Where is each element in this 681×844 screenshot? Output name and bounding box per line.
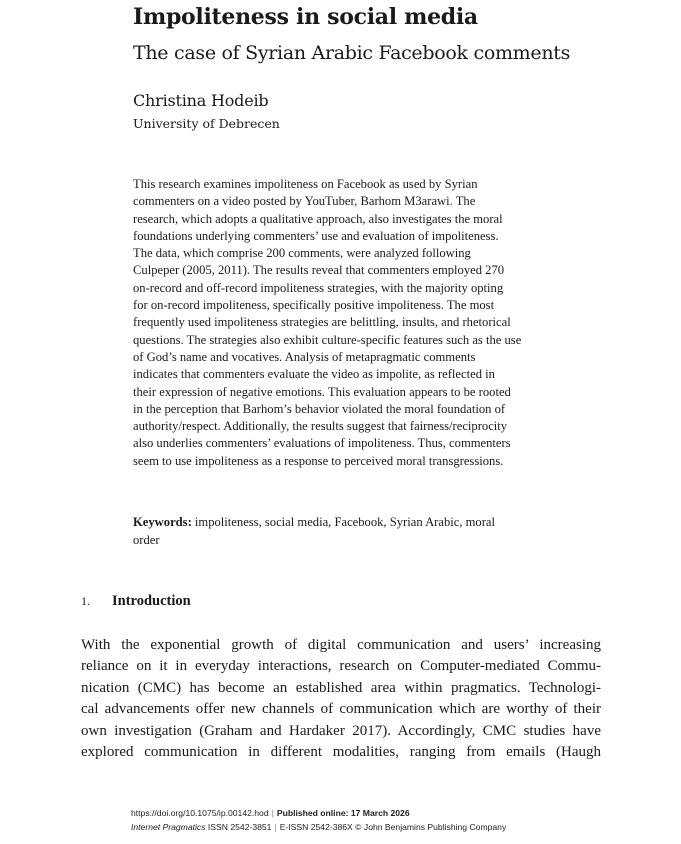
keywords-list-cont: order [133,533,160,547]
abstract-line: for on-record impoliteness, specifically positive impoliteness. The most [133,298,495,313]
body-line: With the exponential growth of digital communication and users’ increasing [81,637,601,653]
abstract-line: frequently used impoliteness strategies are belittling, insults, and rhetorical [133,315,511,330]
body-line: cal advancements offer new channels of communication which are worthy of their [81,701,601,718]
abstract-line: in the perception that Barhom’s behavior violated the moral foundation of [133,401,506,416]
intro-paragraph [81,635,601,763]
abstract [133,176,563,470]
body-line: explored communication in different modalities, ranging from emails (Haugh [81,743,601,760]
author-name: Christina Hodeib [133,91,269,110]
abstract-line: indicates that commenters evaluate the video as impolite, as reflected in [133,367,495,382]
article-title: Impoliteness in social media [133,4,478,30]
abstract-line: their expression of negative emotions. This evaluation appears to be rooted [133,384,511,399]
abstract-line: This research examines impoliteness on Facebook as used by Syrian [133,177,478,191]
abstract-line: authority/respect. Additionally, the results suggest that fairness/reciprocity [133,419,508,434]
abstract-line: foundations underlying commenters’ use and evaluation of impoliteness. [133,228,499,243]
abstract-line: also underlies commenters’ evaluations of impoliteness. Thus, commenters [133,436,511,451]
abstract-line: The data, which comprise 200 comments, were analyzed following [133,246,471,261]
eissn: E-ISSN 2542-386X [279,822,353,832]
section-number: 1. [81,594,90,608]
abstract-line: on-record and off-record impoliteness strategies, with the majority opting [133,280,504,295]
author-affiliation: University of Debrecen [133,116,280,131]
abstract-line: commenters on a video posted by YouTuber, Barhom M3arawi. The [133,194,476,209]
abstract-line: Culpeper (2005, 2011). The results reveal that commenters employed 270 [133,263,505,278]
keywords [133,513,563,549]
body-line: own investigation (Graham and Hardaker 2017). Accordingly, CMC studies have [81,722,601,739]
publisher: © John Benjamins Publishing Company [355,822,507,832]
section-heading [81,593,191,610]
abstract-line: questions. The strategies also exhibit culture-specific features such as the use [133,332,522,347]
abstract-line: research, which adopts a qualitative approach, also investigates the moral [133,211,503,226]
issn: ISSN 2542-3851 [207,822,272,832]
body-line: nication (CMC) has become an established area within pragmatics. Technologi- [81,679,601,696]
keywords-list: impoliteness, social media, Facebook, Syrian Arabic, moral [194,515,496,529]
abstract-line: seem to use impoliteness as a response to perceived moral transgressions. [133,453,504,468]
article-subtitle: The case of Syrian Arabic Facebook comments [133,42,571,64]
journal-name: Internet Pragmatics [131,822,206,832]
body-line: reliance on it in everyday interactions, research on Computer-mediated Commu- [81,658,601,675]
doi-link[interactable]: https://doi.org/10.1075/ip.00142.hod [131,808,269,818]
abstract-line: of God’s name and vocatives. Analysis of metapragmatic comments [133,349,476,364]
published-date: Published online: 17 March 2026 [276,808,410,818]
page-footer: https://doi.org/10.1075/ip.00142.hod | Published online: 17 March 2026 Internet Pragmatics ISSN 2542-3851 | E-ISSN 2542-386X © John Benjamins Publishing Company [131,808,507,832]
section-title: Introduction [112,593,191,609]
keywords-label: Keywords: [133,515,192,529]
